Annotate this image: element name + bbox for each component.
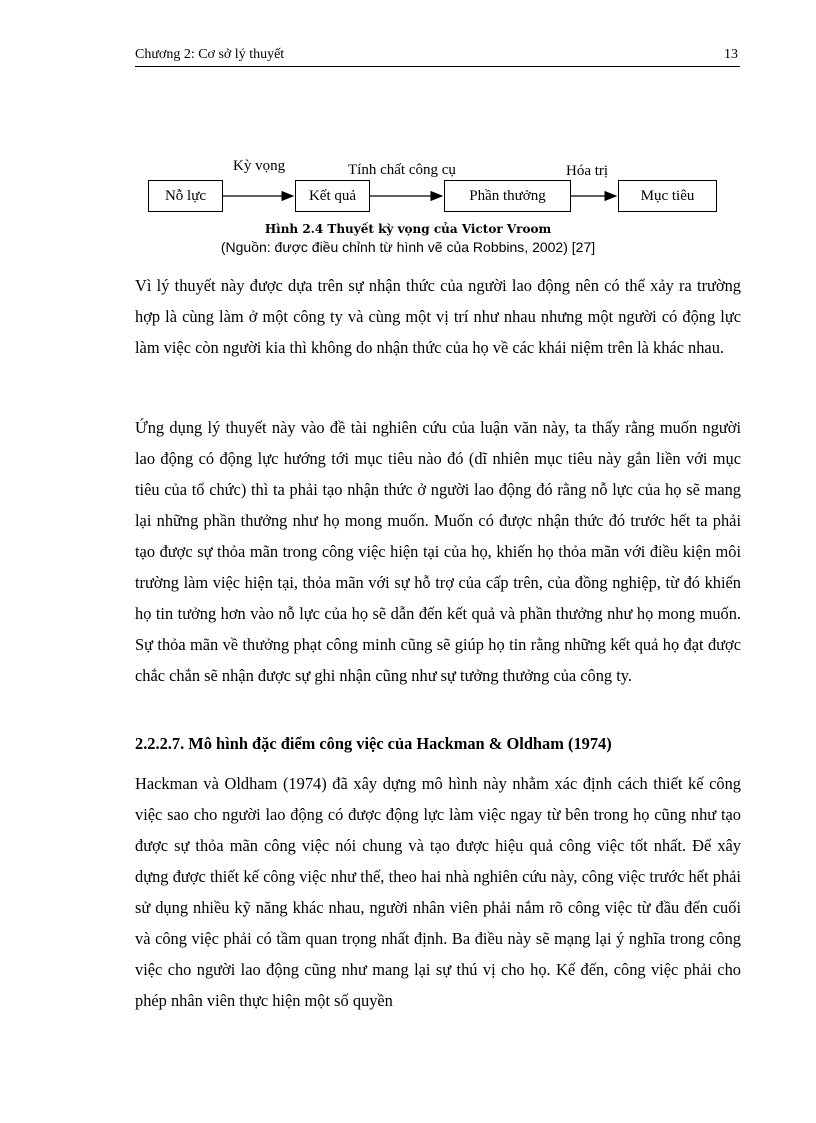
box-effort: Nỗ lực	[148, 180, 223, 212]
page-header	[135, 46, 740, 67]
page-number: 13	[724, 47, 738, 62]
section-heading: 2.2.2.7. Mô hình đặc điểm công việc của Hackman & Oldham (1974)	[135, 734, 612, 753]
chapter-title: Chương 2: Cơ sở lý thuyết	[135, 47, 285, 62]
label-valence: Hóa trị	[566, 163, 609, 179]
paragraph-2: Ứng dụng lý thuyết này vào đề tài nghiên cứu của luận văn này, ta thấy rằng muốn người lao động có động lực hướng tới mục tiêu nào đó (dĩ nhiên mục tiêu này gắn liền với mục tiêu của tổ chức) thì ta phải tạo nhận thức ở người lao động đó rằng nỗ lực của họ sẽ mang lại những phần thưởng như họ mong muốn. Muốn có được nhận thức đó trước hết ta phải tạo được sự thỏa mãn trong công việc hiện tại của họ, khiến họ thỏa mãn với điều kiện môi trường làm việc hiện tại, thỏa mãn với sự hỗ trợ của cấp trên, của đồng nghiệp, từ đó khiến họ tin tưởng hơn vào nỗ lực của họ sẽ dẫn đến kết quả và phần thưởng như họ mong muốn. Sự thỏa mãn về thưởng phạt công minh cũng sẽ giúp họ tin rằng những kết quả họ đạt được chắc chắn sẽ nhận được sự ghi nhận cũng như sự tưởng thưởng của công ty.	[135, 418, 741, 685]
box-reward: Phần thưởng	[444, 180, 571, 212]
box-result: Kết quả	[295, 180, 370, 212]
label-expectancy: Kỳ vọng	[233, 158, 286, 174]
paragraph-3: Hackman và Oldham (1974) đã xây dựng mô hình này nhằm xác định cách thiết kế công việc sao cho người lao động có được động lực làm việc ngay từ bên trong họ cũng như tạo được sự thỏa mãn công việc nói chung và tạo được hiệu quả công việc tốt nhất. Để xây dựng được thiết kế công việc như thế, theo hai nhà nghiên cứu này, công việc trước hết phải sử dụng nhiều kỹ năng khác nhau, người nhân viên phải nắm rõ công việc từ đầu đến cuối và công việc phải có tầm quan trọng nhất định. Ba điều này sẽ mạng lại ý nghĩa trong công việc cho người lao động cũng như mang lại sự thú vị cho họ. Kế đến, công việc phải cho phép nhân viên thực hiện một số quyền	[135, 774, 741, 1010]
paragraph-1: Vì lý thuyết này được dựa trên sự nhận thức của người lao động nên có thể xảy ra trường hợp là cùng làm ở một công ty và cùng một vị trí như nhau nhưng một người có động lực làm việc còn người kia thì không do nhận thức của họ về các khái niệm trên là khác nhau.	[135, 276, 741, 357]
expectancy-diagram	[0, 150, 816, 230]
box-goal: Mục tiêu	[618, 180, 717, 212]
label-instrumentality: Tính chất công cụ	[348, 162, 456, 178]
figure-source: (Nguồn: được điều chỉnh từ hình vẽ của Robbins, 2002) [27]	[220, 239, 596, 255]
figure-caption: Hình 2.4 Thuyết kỳ vọng của Victor Vroom	[264, 222, 552, 236]
